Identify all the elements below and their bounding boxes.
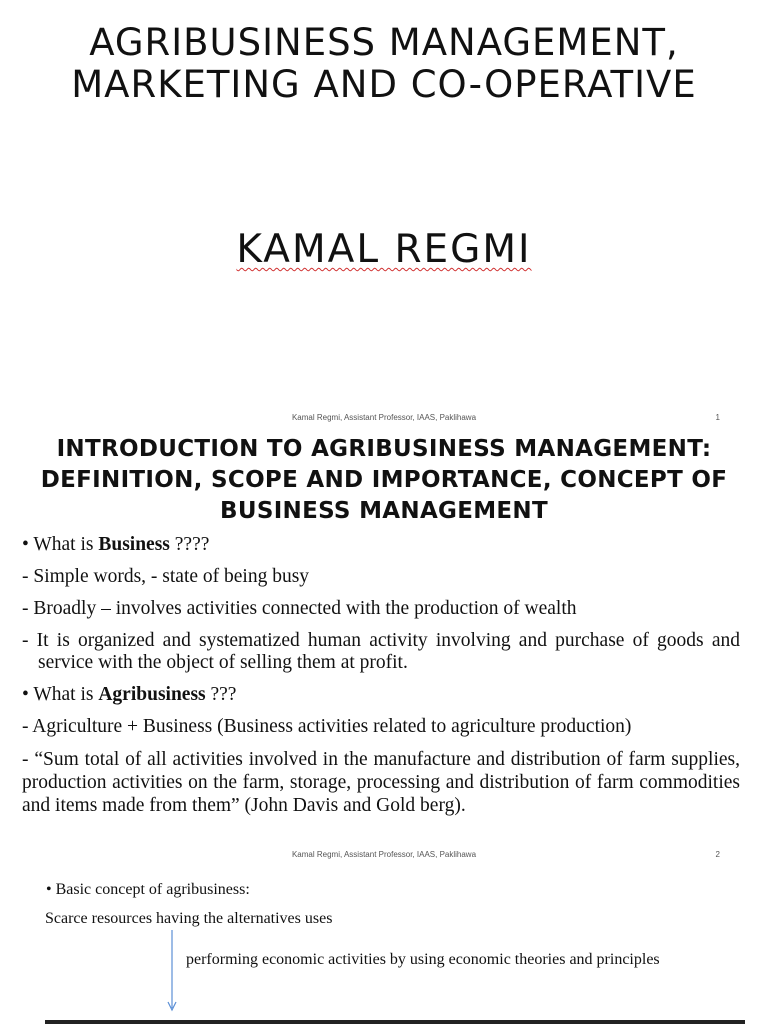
question-keyword: Agribusiness xyxy=(98,684,206,705)
main-title-line-1: AGRIBUSINESS MANAGEMENT, xyxy=(89,21,679,64)
main-title xyxy=(20,22,748,106)
point-broadly: - Broadly – involves activities connected with the production of wealth xyxy=(22,598,577,619)
author-name xyxy=(0,226,768,274)
main-title-line-2: MARKETING AND CO-OPERATIVE xyxy=(71,63,697,106)
point-simple-words: - Simple words, - state of being busy xyxy=(22,566,310,587)
point-organized-activity: - It is organized and systematized human activity involving and purchase of goods and service with the object of selling them at profit. xyxy=(22,630,740,673)
footer-text: Kamal Regmi, Assistant Professor, IAAS, Paklihawa xyxy=(291,413,477,422)
page-number: 1 xyxy=(715,413,720,422)
point-definition-quote: - “Sum total of all activities involved in the manufacture and distribution of farm supplies, production activities on the farm, storage, processing and distribution of farm commodities and items made from them” (John Davis and Gold berg). xyxy=(22,749,740,816)
footer-text: Kamal Regmi, Assistant Professor, IAAS, Paklihawa xyxy=(291,850,477,859)
down-arrow-icon xyxy=(166,930,178,1014)
scarce-resources-line: Scarce resources having the alternatives uses xyxy=(45,910,333,927)
slide-1 xyxy=(0,0,768,428)
question-suffix: ??? xyxy=(205,684,237,705)
point-agriculture-business: - Agriculture + Business (Business activities related to agriculture production) xyxy=(22,716,632,737)
bullet-basic-concept: • Basic concept of agribusiness: xyxy=(46,881,250,898)
slide-2-body xyxy=(22,534,740,827)
slide-2-title-line-2: DEFINITION, SCOPE AND IMPORTANCE, CONCEPT OF xyxy=(40,467,728,493)
question-keyword: Business xyxy=(98,534,170,555)
slide-2-title-line-3: BUSINESS MANAGEMENT xyxy=(220,498,548,524)
question-prefix: • What is xyxy=(22,684,99,705)
cut-off-text-line xyxy=(45,1014,745,1024)
question-agribusiness xyxy=(22,684,740,706)
question-business xyxy=(22,534,740,556)
slide-2 xyxy=(0,428,768,870)
economic-activities-text: performing economic activities by using economic theories and principles xyxy=(186,951,660,968)
question-prefix: • What is xyxy=(22,534,99,555)
slide-2-title xyxy=(18,434,750,527)
page-number: 2 xyxy=(715,850,720,859)
slide-3 xyxy=(0,870,768,1024)
author-name-text: KAMAL REGMI xyxy=(236,227,532,272)
question-suffix: ???? xyxy=(169,534,210,555)
slide-2-title-line-1: INTRODUCTION TO AGRIBUSINESS MANAGEMENT: xyxy=(56,436,712,462)
